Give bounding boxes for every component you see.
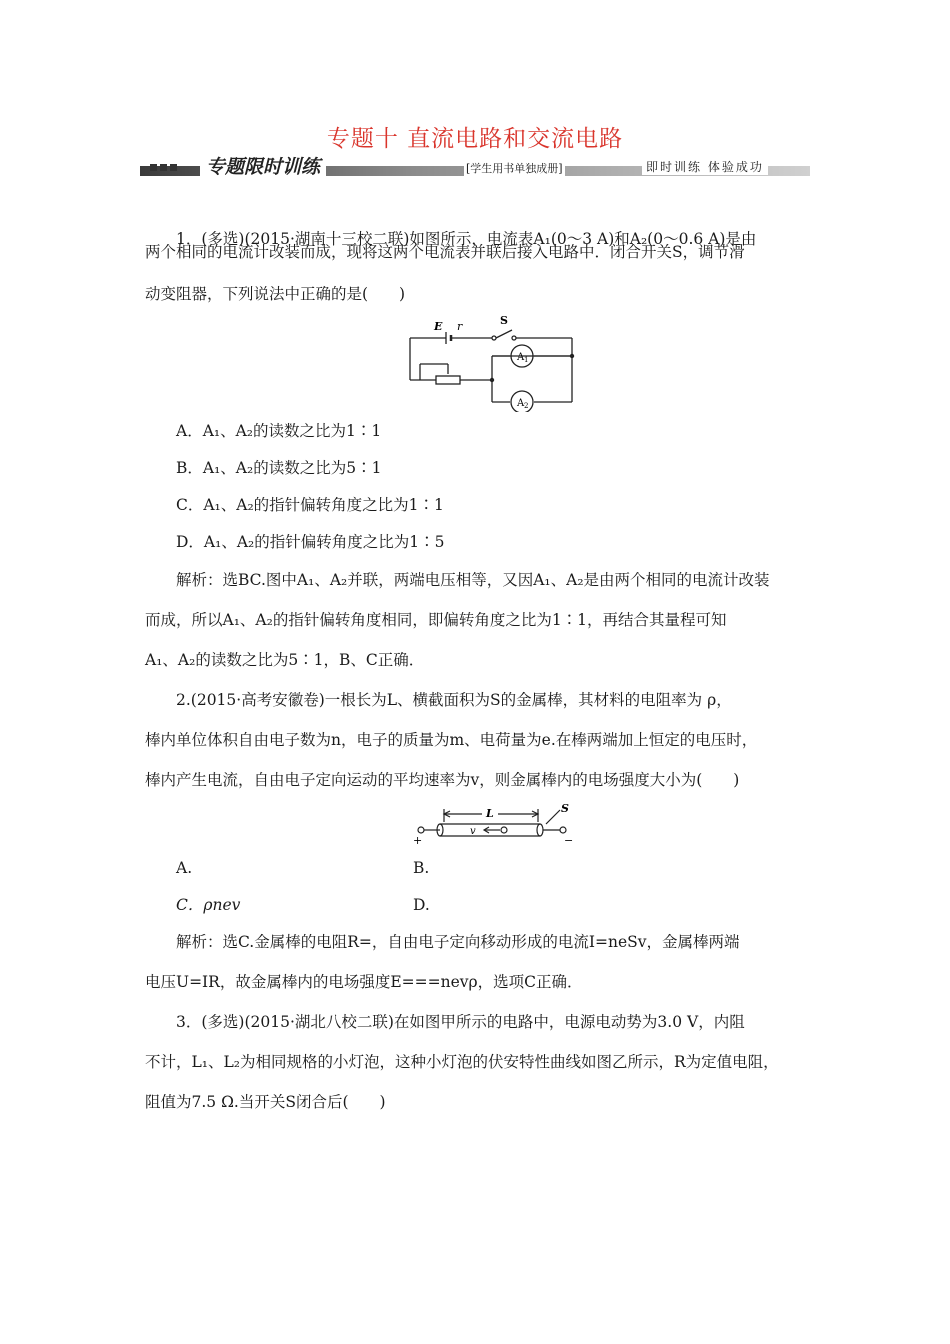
q1-option-c: C．A₁、A₂的指针偏转角度之比为1∶1 [176, 496, 444, 514]
q2-analysis-line1: 解析：选C.金属棒的电阻R=，自由电子定向移动形成的电流I=neSv，金属棒两端 [176, 933, 740, 951]
q1-analysis-line1: 解析：选BC.图中A₁、A₂并联，两端电压相等，又因A₁、A₂是由两个相同的电流计改装 [176, 571, 770, 589]
junction-dot [490, 378, 494, 382]
q1-analysis-line3: A₁、A₂的读数之比为5∶1，B、C正确． [145, 651, 425, 669]
q2-line3: 棒内产生电流，自由电子定向运动的平均速率为v，则金属棒内的电场强度大小为( ) [145, 771, 740, 789]
banner-middle-text: [学生用书单独成册] [466, 162, 563, 175]
cross-section-label: S [561, 804, 569, 815]
section-banner [140, 152, 810, 182]
q1-option-b: B．A₁、A₂的读数之比为5∶1 [176, 459, 382, 477]
q1-circuit-diagram [400, 312, 590, 412]
q2-option-d: D. [413, 896, 430, 914]
ammeter-a1-sub: 1 [524, 356, 529, 364]
q3-line3: 阻值为7.5 Ω.当开关S闭合后( ) [145, 1093, 386, 1111]
q3-line2: 不计，L₁、L₂为相同规格的小灯泡，这种小灯泡的伏安特性曲线如图乙所示，R为定值电阻， [145, 1053, 779, 1071]
q2-line2: 棒内单位体积自由电子数为n，电子的质量为m、电荷量为e.在棒两端加上恒定的电压时， [145, 731, 758, 749]
q1-option-a: A．A₁、A₂的读数之比为1∶1 [176, 422, 382, 440]
banner-label: 专题限时训练 [200, 152, 326, 179]
q2-option-c: C．ρnev [176, 896, 241, 914]
switch-label: S [500, 314, 508, 327]
ammeter-a2-sub: 2 [524, 402, 529, 410]
q1-line2: 两个相同的电流计改装而成，现将这两个电流表并联后接入电路中．闭合开关S，调节滑 [145, 243, 745, 261]
velocity-label: v [470, 826, 476, 837]
q1-option-d: D．A₁、A₂的指针偏转角度之比为1∶5 [176, 533, 445, 551]
page-title: 专题十 直流电路和交流电路 [326, 126, 624, 152]
q1-line1: 1．(多选)(2015·湖南十三校二联)如图所示，电流表A₁(0～3 A)和A₂(0～0.6 A)是由 [176, 230, 757, 248]
plus-terminal: + [413, 834, 423, 847]
banner-squares [150, 156, 180, 175]
length-label: L [486, 807, 494, 820]
q1-analysis-line2: 而成，所以A₁、A₂的指针偏转角度相同，即偏转角度之比为1∶1，再结合其量程可知 [145, 611, 727, 629]
junction-dot [570, 354, 574, 358]
emf-label: E [434, 320, 443, 333]
ammeter-a2-label: A [517, 398, 525, 409]
q2-option-a: A. [176, 859, 193, 877]
banner-right-text: 即时训练 体验成功 [642, 158, 768, 175]
ammeter-a1-label: A [517, 352, 525, 363]
q2-line1: 2.(2015·高考安徽卷)一根长为L、横截面积为S的金属棒，其材料的电阻率为 ρ， [176, 691, 732, 709]
minus-terminal: − [564, 834, 574, 847]
q2-analysis-line2: 电压U=IR，故金属棒内的电场强度E===nevρ，选项C正确． [145, 973, 583, 991]
q3-line1: 3．(多选)(2015·湖北八校二联)在如图甲所示的电路中，电源电动势为3.0 V，内阻 [176, 1013, 745, 1031]
internal-resistance-label: r [457, 320, 463, 333]
q1-line3: 动变阻器，下列说法中正确的是( ) [145, 285, 406, 303]
q2-rod-diagram [400, 804, 590, 848]
q2-option-b: B. [413, 859, 430, 877]
